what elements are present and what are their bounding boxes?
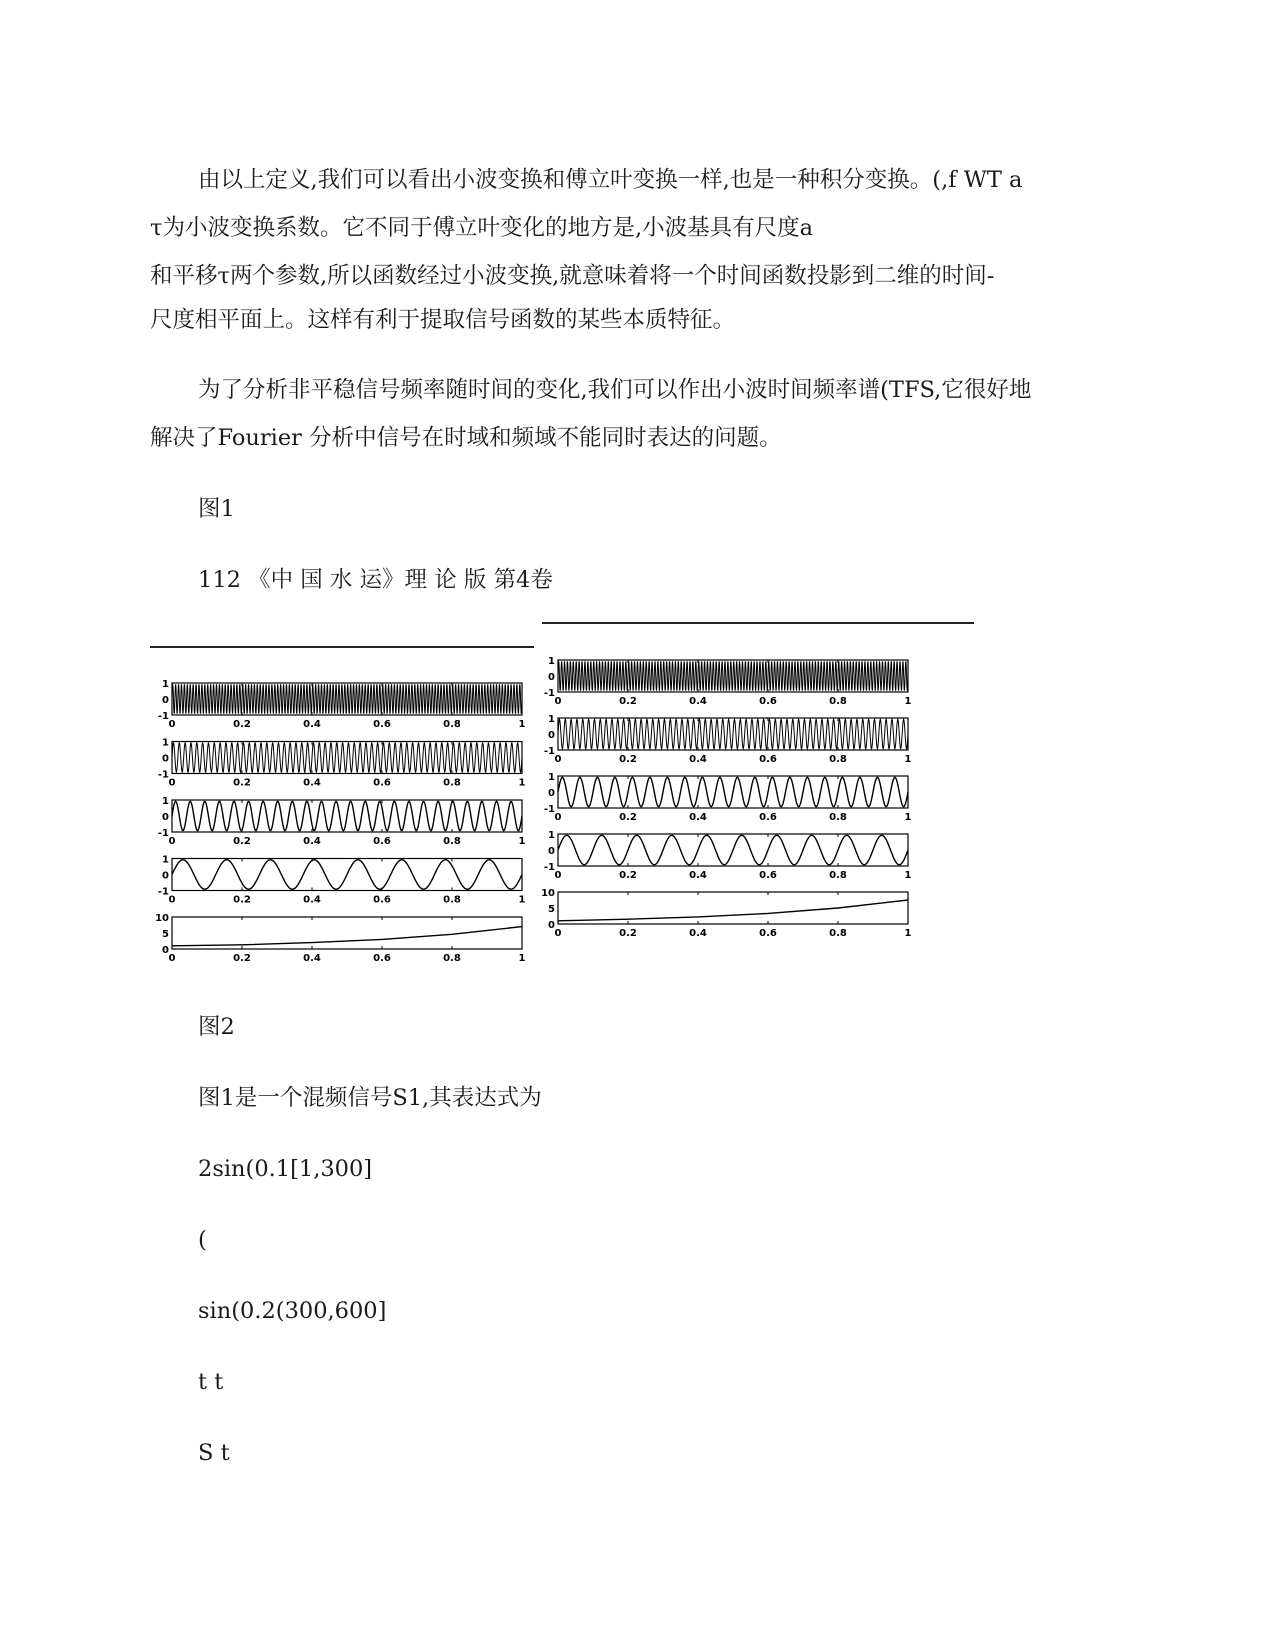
left-subplot-5-xtick-label: 1 <box>518 953 526 964</box>
right-subplot-4-series-line <box>558 835 908 864</box>
right-subplot-3-xtick-label: 0.4 <box>689 812 707 823</box>
left-subplot-4 <box>158 855 526 906</box>
left-subplot-5-series-line <box>172 927 522 946</box>
left-subplot-1-ytick-label: 0 <box>162 695 169 706</box>
left-subplot-1-series-line <box>172 684 522 713</box>
right-subplot-5-xtick-label: 1 <box>904 928 912 939</box>
journal-header: 112 《中 国 水 运》理 论 版 第4卷 <box>198 567 553 593</box>
formula-line-1: 2sin(0.1[1,300] <box>198 1156 373 1182</box>
right-subplot-5-ytick-label: 5 <box>548 904 555 915</box>
left-subplot-4-xtick-label: 0.6 <box>373 894 391 906</box>
paragraph-1-line-1: 由以上定义,我们可以看出小波变换和傅立叶变换一样,也是一种积分变换。(,f WT a <box>198 167 1023 193</box>
right-subplot-5-xtick-label: 0.6 <box>759 928 777 939</box>
formula-line-5: S t <box>198 1440 230 1466</box>
right-subplot-5-xtick-label: 0.2 <box>619 928 637 939</box>
left-subplot-1-xtick-label: 0.6 <box>373 719 391 730</box>
paragraph-2-line-1: 为了分析非平稳信号频率随时间的变化,我们可以作出小波时间频率谱(TFS,它很好地 <box>198 377 1032 403</box>
right-subplot-2-xtick-label: 0.4 <box>689 754 707 765</box>
left-subplot-3 <box>158 796 526 847</box>
figure-1-description: 图1是一个混频信号S1,其表达式为 <box>198 1085 542 1111</box>
right-subplot-5 <box>541 888 911 939</box>
left-subplot-5-xtick-label: 0.6 <box>373 953 391 964</box>
left-subplot-5-xtick-label: 0.2 <box>233 953 251 964</box>
formula-line-4: t t <box>198 1369 224 1395</box>
left-subplot-1-xtick-label: 0.4 <box>303 719 321 730</box>
right-subplot-1 <box>544 656 912 707</box>
right-subplot-1-ytick-label: 1 <box>548 656 555 667</box>
right-subplot-3 <box>544 772 912 823</box>
left-subplot-4-ytick-label: 0 <box>162 870 169 882</box>
left-subplot-5-xtick-label: 0.4 <box>303 953 321 964</box>
left-subplot-1-xtick-label: 1 <box>518 719 526 730</box>
right-subplot-5-ytick-label: 0 <box>548 920 555 931</box>
left-subplot-3-series-line <box>172 801 522 830</box>
left-subplot-5-ytick-label: 10 <box>155 913 169 924</box>
left-subplot-3-ytick-label: 1 <box>162 796 169 807</box>
left-subplot-2-xtick-label: 0.4 <box>303 777 321 789</box>
right-subplot-2-xtick-label: 0.2 <box>619 754 637 765</box>
right-subplot-2-ytick-label: 1 <box>548 714 555 725</box>
right-subplot-4-ytick-label: 0 <box>548 846 555 857</box>
right-subplot-5-xtick-label: 0.8 <box>829 928 847 939</box>
left-subplot-2-series-line <box>172 743 522 772</box>
right-subplot-3-xtick-label: 0.2 <box>619 812 637 823</box>
left-subplot-1-xtick-label: 0.8 <box>443 719 461 730</box>
left-subplot-4-xtick-label: 0.2 <box>233 894 251 906</box>
figure-2-label: 图2 <box>198 1014 235 1040</box>
paragraph-1-line-2: τ为小波变换系数。它不同于傅立叶变化的地方是,小波基具有尺度a <box>150 215 814 241</box>
left-subplot-2-xtick-label: 1 <box>518 777 526 789</box>
left-subplot-1 <box>158 679 526 730</box>
right-subplot-3-xtick-label: 0.6 <box>759 812 777 823</box>
left-subplot-4-xtick-label: 0.8 <box>443 894 461 906</box>
left-subplot-2-xtick-label: 0.8 <box>443 777 461 789</box>
left-subplot-3-ytick-label: -1 <box>157 828 169 839</box>
right-subplot-3-ytick-label: -1 <box>543 804 555 815</box>
figure-right-panel <box>540 650 930 950</box>
left-subplot-1-xtick-label: 0.2 <box>233 719 251 730</box>
left-subplot-1-ytick-label: 1 <box>162 679 169 690</box>
header-rule-right <box>542 622 974 624</box>
left-subplot-4-xtick-label: 0.4 <box>303 894 321 906</box>
right-subplot-2-series-line <box>558 719 908 748</box>
left-subplot-2-ytick-label: 1 <box>162 737 169 749</box>
left-subplot-3-xtick-label: 0 <box>168 836 176 847</box>
right-subplot-3-series-line <box>558 777 908 806</box>
left-subplot-4-ytick-label: 1 <box>162 854 169 866</box>
formula-line-2: ( <box>198 1227 207 1253</box>
left-subplot-5 <box>155 913 525 964</box>
right-subplot-4-ytick-label: -1 <box>543 862 555 873</box>
paragraph-1-line-4: 尺度相平面上。这样有利于提取信号函数的某些本质特征。 <box>150 307 736 333</box>
left-subplot-2-ytick-label: 0 <box>162 753 169 765</box>
right-subplot-3-xtick-label: 1 <box>904 812 912 823</box>
right-subplot-1-xtick-label: 0.2 <box>619 696 637 707</box>
figure-1-label: 图1 <box>198 496 235 522</box>
left-subplot-4-xtick-label: 1 <box>518 894 526 906</box>
left-subplot-4-xtick-label: 0 <box>168 894 176 906</box>
right-subplot-1-xtick-label: 0.6 <box>759 696 777 707</box>
right-subplot-4-xtick-label: 0.8 <box>829 870 847 881</box>
right-subplot-2-ytick-label: -1 <box>543 746 555 757</box>
left-subplot-5-xtick-label: 0.8 <box>443 953 461 964</box>
left-subplot-2-xtick-label: 0.2 <box>233 777 251 789</box>
right-subplot-3-ytick-label: 0 <box>548 788 555 799</box>
figure-left-panel <box>150 650 535 970</box>
left-subplot-4-ytick-label: -1 <box>157 886 169 898</box>
right-subplot-4-xtick-label: 0.4 <box>689 870 707 881</box>
right-subplot-2-ytick-label: 0 <box>548 730 555 741</box>
left-subplot-3-ytick-label: 0 <box>162 812 169 823</box>
right-subplot-2-xtick-label: 0 <box>554 754 562 765</box>
right-subplot-5-xtick-label: 0.4 <box>689 928 707 939</box>
left-subplot-3-xtick-label: 0.2 <box>233 836 251 847</box>
right-subplot-1-ytick-label: 0 <box>548 672 555 683</box>
right-subplot-2-xtick-label: 1 <box>904 754 912 765</box>
right-subplot-5-ytick-label: 10 <box>541 888 555 899</box>
left-subplot-3-xtick-label: 1 <box>518 836 526 847</box>
right-subplot-1-series-line <box>558 661 908 690</box>
right-subplot-4-xtick-label: 0 <box>554 870 562 881</box>
header-rule-left <box>150 646 534 648</box>
right-subplot-1-xtick-label: 0.4 <box>689 696 707 707</box>
left-subplot-2 <box>158 738 526 789</box>
left-subplot-5-xtick-label: 0 <box>168 953 176 964</box>
right-subplot-4-ytick-label: 1 <box>548 830 555 841</box>
left-subplot-2-xtick-label: 0.6 <box>373 777 391 789</box>
left-subplot-4-series-line <box>172 860 522 889</box>
left-subplot-3-xtick-label: 0.4 <box>303 836 321 847</box>
right-subplot-1-xtick-label: 0.8 <box>829 696 847 707</box>
left-subplot-2-xtick-label: 0 <box>168 777 176 789</box>
left-subplot-3-xtick-label: 0.6 <box>373 836 391 847</box>
right-subplot-2-xtick-label: 0.6 <box>759 754 777 765</box>
left-subplot-2-ytick-label: -1 <box>157 769 169 781</box>
right-subplot-5-series-line <box>558 900 908 921</box>
right-subplot-1-xtick-label: 0 <box>554 696 562 707</box>
right-subplot-4-xtick-label: 0.6 <box>759 870 777 881</box>
right-subplot-2 <box>544 714 912 765</box>
paragraph-2-line-2: 解决了Fourier 分析中信号在时域和频域不能同时表达的问题。 <box>150 425 782 451</box>
right-subplot-4 <box>544 830 912 881</box>
left-subplot-3-xtick-label: 0.8 <box>443 836 461 847</box>
right-subplot-5-xtick-label: 0 <box>554 928 562 939</box>
right-subplot-1-ytick-label: -1 <box>543 688 555 699</box>
right-subplot-3-xtick-label: 0.8 <box>829 812 847 823</box>
paragraph-1-line-3: 和平移τ两个参数,所以函数经过小波变换,就意味着将一个时间函数投影到二维的时间- <box>150 263 995 289</box>
right-subplot-1-xtick-label: 1 <box>904 696 912 707</box>
right-subplot-3-ytick-label: 1 <box>548 772 555 783</box>
formula-line-3: sin(0.2(300,600] <box>198 1298 387 1324</box>
left-subplot-5-ytick-label: 5 <box>162 929 169 940</box>
left-subplot-1-ytick-label: -1 <box>157 711 169 722</box>
right-subplot-2-xtick-label: 0.8 <box>829 754 847 765</box>
left-subplot-1-xtick-label: 0 <box>168 719 176 730</box>
right-subplot-4-xtick-label: 0.2 <box>619 870 637 881</box>
right-subplot-3-xtick-label: 0 <box>554 812 562 823</box>
right-subplot-4-xtick-label: 1 <box>904 870 912 881</box>
left-subplot-5-ytick-label: 0 <box>162 945 169 956</box>
